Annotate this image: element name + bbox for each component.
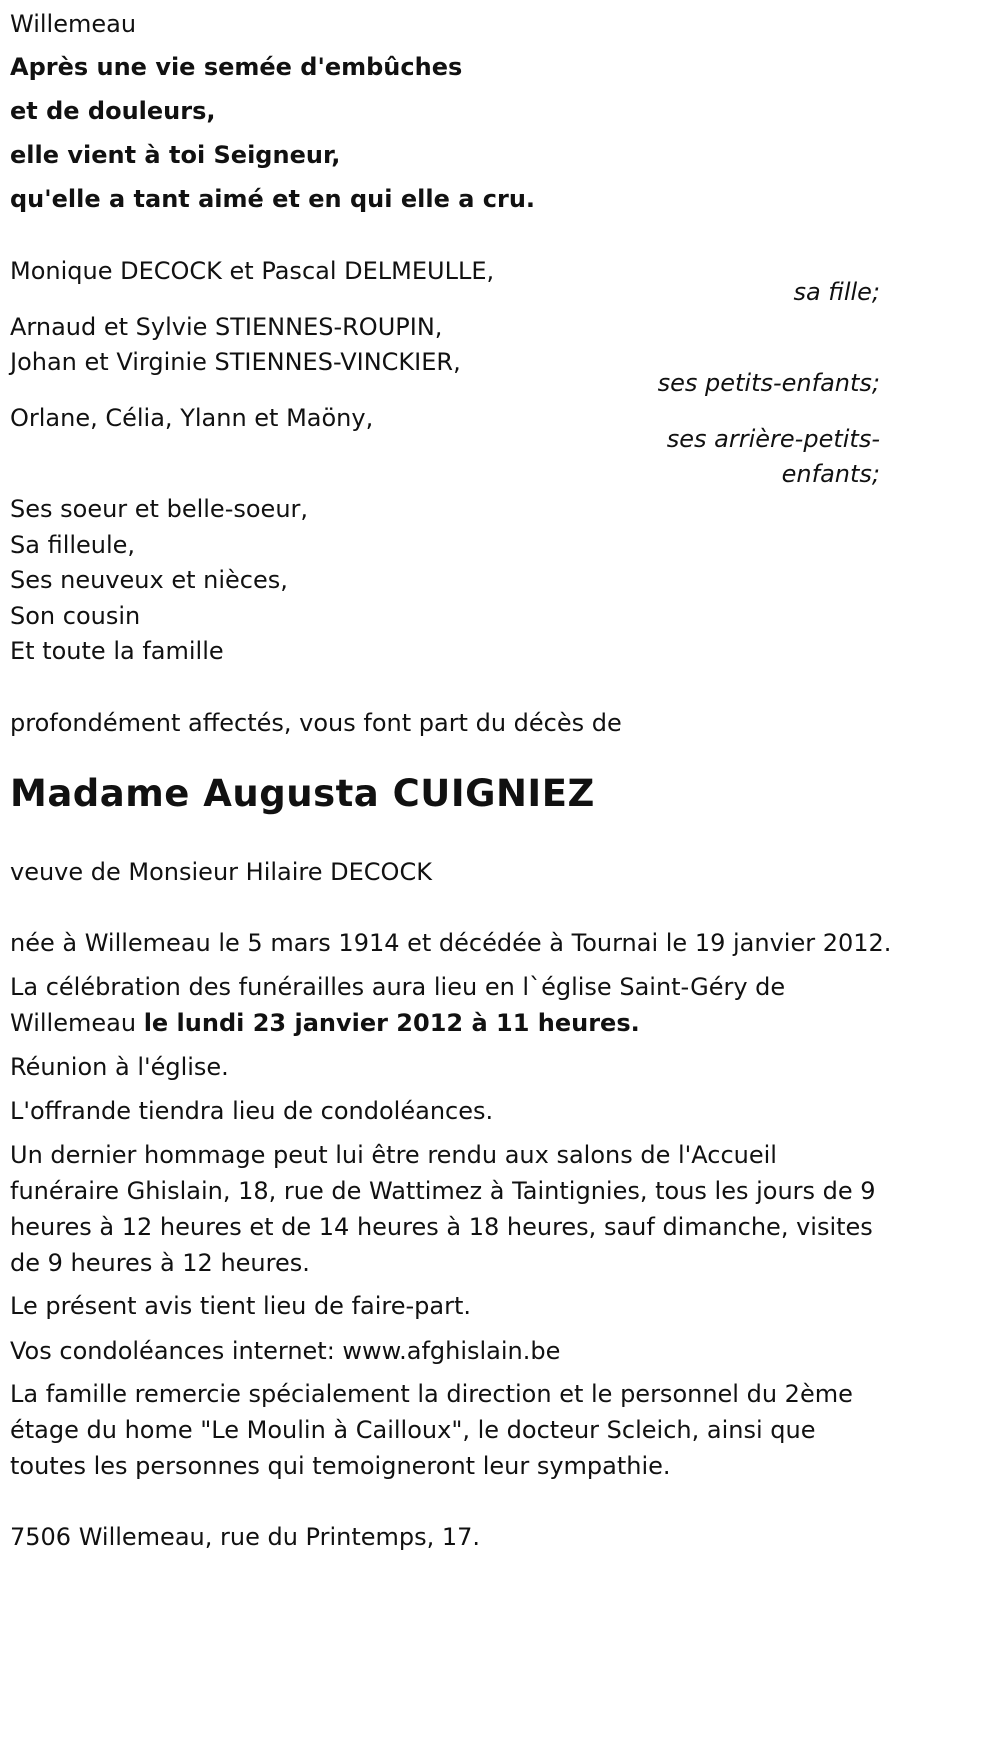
poem-line-4: qu'elle a tant aimé et en qui elle a cru.	[10, 185, 536, 213]
grandchildren-line-2: Johan et Virginie STIENNES-VINCKIER,	[10, 348, 461, 376]
locality: Willemeau	[10, 10, 137, 38]
family-line: Et toute la famille	[10, 637, 224, 665]
address: 7506 Willemeau, rue du Printemps, 17.	[10, 1523, 481, 1551]
homage: Un dernier hommage peut lui être rendu aux salons de l'Accueil funéraire Ghislain, 18, rue de Wattimez à Taintignies, tous les jours de 9 heures à 12 heures et de 14 heures à 18 heures, sauf dimanche, visites de 9 heures à 12 heures.	[10, 1141, 876, 1277]
great-grandchildren-relation-2: enfants;	[781, 460, 880, 488]
great-grandchildren-relation-1: ses arrière-petits-	[666, 425, 880, 453]
meeting: Réunion à l'église.	[10, 1053, 229, 1081]
birth-death: née à Willemeau le 5 mars 1914 et décédée à Tournai le 19 janvier 2012.	[10, 929, 892, 957]
thanks: La famille remercie spécialement la direction et le personnel du 2ème étage du home "Le Moulin à Cailloux", le docteur Scleich, ainsi que toutes les personnes qui temoigneront leur sympathie.	[10, 1380, 853, 1480]
great-grandchildren-names: Orlane, Célia, Ylann et Maöny,	[10, 404, 374, 432]
family-line: Ses neuveux et nièces,	[10, 566, 288, 594]
condolences: Vos condoléances internet: www.afghislain.be	[10, 1337, 561, 1365]
notice: Le présent avis tient lieu de faire-part.	[10, 1292, 472, 1320]
funeral-date: le lundi 23 janvier 2012 à 11 heures.	[143, 1009, 640, 1037]
funeral-text: La célébration des funérailles aura lieu en l`église Saint-Géry de Willemeau	[10, 973, 786, 1037]
poem-line-3: elle vient à toi Seigneur,	[10, 141, 341, 169]
announcement: profondément affectés, vous font part du décès de	[10, 709, 622, 737]
deceased-name: Madame Augusta CUIGNIEZ	[10, 772, 595, 815]
funeral-paragraph	[10, 969, 810, 1041]
daughter-relation: sa fille;	[793, 278, 880, 306]
grandchildren-relation: ses petits-enfants;	[657, 369, 880, 397]
grandchildren-line-1: Arnaud et Sylvie STIENNES-ROUPIN,	[10, 313, 443, 341]
poem-line-2: et de douleurs,	[10, 97, 216, 125]
daughter-names: Monique DECOCK et Pascal DELMEULLE,	[10, 257, 495, 285]
poem-line-1: Après une vie semée d'embûches	[10, 53, 463, 81]
widow-of: veuve de Monsieur Hilaire DECOCK	[10, 858, 432, 886]
family-line: Son cousin	[10, 602, 141, 630]
family-line: Ses soeur et belle-soeur,	[10, 495, 309, 523]
family-line: Sa filleule,	[10, 531, 136, 559]
offering: L'offrande tiendra lieu de condoléances.	[10, 1097, 494, 1125]
